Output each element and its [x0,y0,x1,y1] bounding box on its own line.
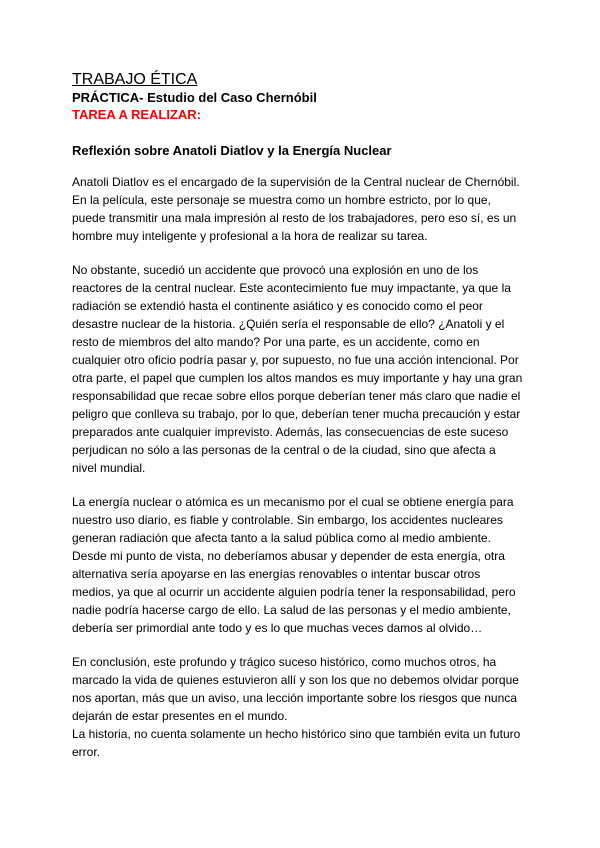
paragraph-line: peligro que conlleva su trabajo, por lo que, deberían tener mucha precaución y estar [72,407,521,421]
paragraph-line: reactores de la central nuclear. Este acontecimiento fue muy impactante, ya que la [72,281,511,295]
body-text [72,173,523,761]
paragraph [72,493,516,637]
paragraph-line: No obstante, sucedió un accidente que provocó una explosión en uno de los [72,263,479,277]
paragraph [72,653,521,761]
paragraph-line: nivel mundial. [72,461,146,475]
paragraph-line: La energía nuclear o atómica es un mecanismo por el cual se obtiene energía para [72,495,514,509]
paragraph-line: responsabilidad que recae sobre ellos porque deberían tener más claro que nadie el [72,389,521,403]
paragraph-line: debería ser primordial ante todo y es lo que muchas veces damos al olvido… [72,621,483,635]
paragraph-line: radiación se extendió hasta el continente asiático y es conocido como el peor [72,299,483,313]
paragraph-line: nos aportan, más que un aviso, una lección importante sobre los riesgos que nunca [72,691,517,705]
paragraph-line: dejarán de estar presentes en el mundo. [72,709,288,723]
document-title: TRABAJO ÉTICA [72,71,198,88]
task-label: TAREA A REALIZAR: [72,107,202,122]
paragraph-line: nuestro uso diario, es fiable y controlable. Sin embargo, los accidentes nucleares [72,513,503,527]
paragraph [72,261,523,477]
paragraph-line: otra parte, el papel que cumplen los altos mandos es muy importante y hay una gran [72,371,523,385]
paragraph-line: resto de miembros del alto mando? Por una parte, es un accidente, como en [72,335,480,349]
paragraph [72,173,520,245]
paragraph-line: perjudican no sólo a las personas de la central o de la ciudad, sino que afecta a [72,443,496,457]
paragraph-line: cualquier otro oficio podría pasar y, por supuesto, no fue una acción intencional. Por [72,353,519,367]
paragraph-line: Anatoli Diatlov es el encargado de la supervisión de la Central nuclear de Chernóbil. [72,175,520,189]
paragraph-line: medios, ya que al ocurrir un accidente alguien podría tener la responsabilidad, pero [72,585,516,599]
document-page [72,70,523,761]
paragraph-line: desastre nuclear de la historia. ¿Quién sería el responsable de ello? ¿Anatoli y el [72,317,505,331]
paragraph-line: La historia, no cuenta solamente un hecho histórico sino que también evita un futuro [72,727,521,741]
paragraph-line: En la película, este personaje se muestra como un hombre estricto, por lo que, [72,193,491,207]
paragraph-line: preparados ante cualquier imprevisto. Además, las consecuencias de este suceso [72,425,509,439]
document-subtitle: PRÁCTICA- Estudio del Caso Chernóbil [72,90,317,105]
paragraph-line: marcado la vida de quienes estuvieron allí y son los que no debemos olvidar porque [72,673,519,687]
paragraph-line: generan radiación que afecta tanto a la salud pública como al medio ambiente. [72,531,491,545]
paragraph-line: Desde mi punto de vista, no deberíamos abusar y depender de esta energía, otra [72,549,505,563]
paragraph-line: nadie podría hacerse cargo de ello. La salud de las personas y el medio ambiente, [72,603,511,617]
paragraph-line: hombre muy inteligente y profesional a la hora de realizar su tarea. [72,229,428,243]
paragraph-line: alternativa sería apoyarse en las energías renovables o intentar buscar otros [72,567,481,581]
section-heading: Reflexión sobre Anatoli Diatlov y la Energía Nuclear [72,143,392,158]
paragraph-line: puede transmitir una mala impresión al resto de los trabajadores, pero eso sí, es un [72,211,517,225]
paragraph-line: En conclusión, este profundo y trágico suceso histórico, como muchos otros, ha [72,655,497,669]
paragraph-line: error. [72,745,101,759]
